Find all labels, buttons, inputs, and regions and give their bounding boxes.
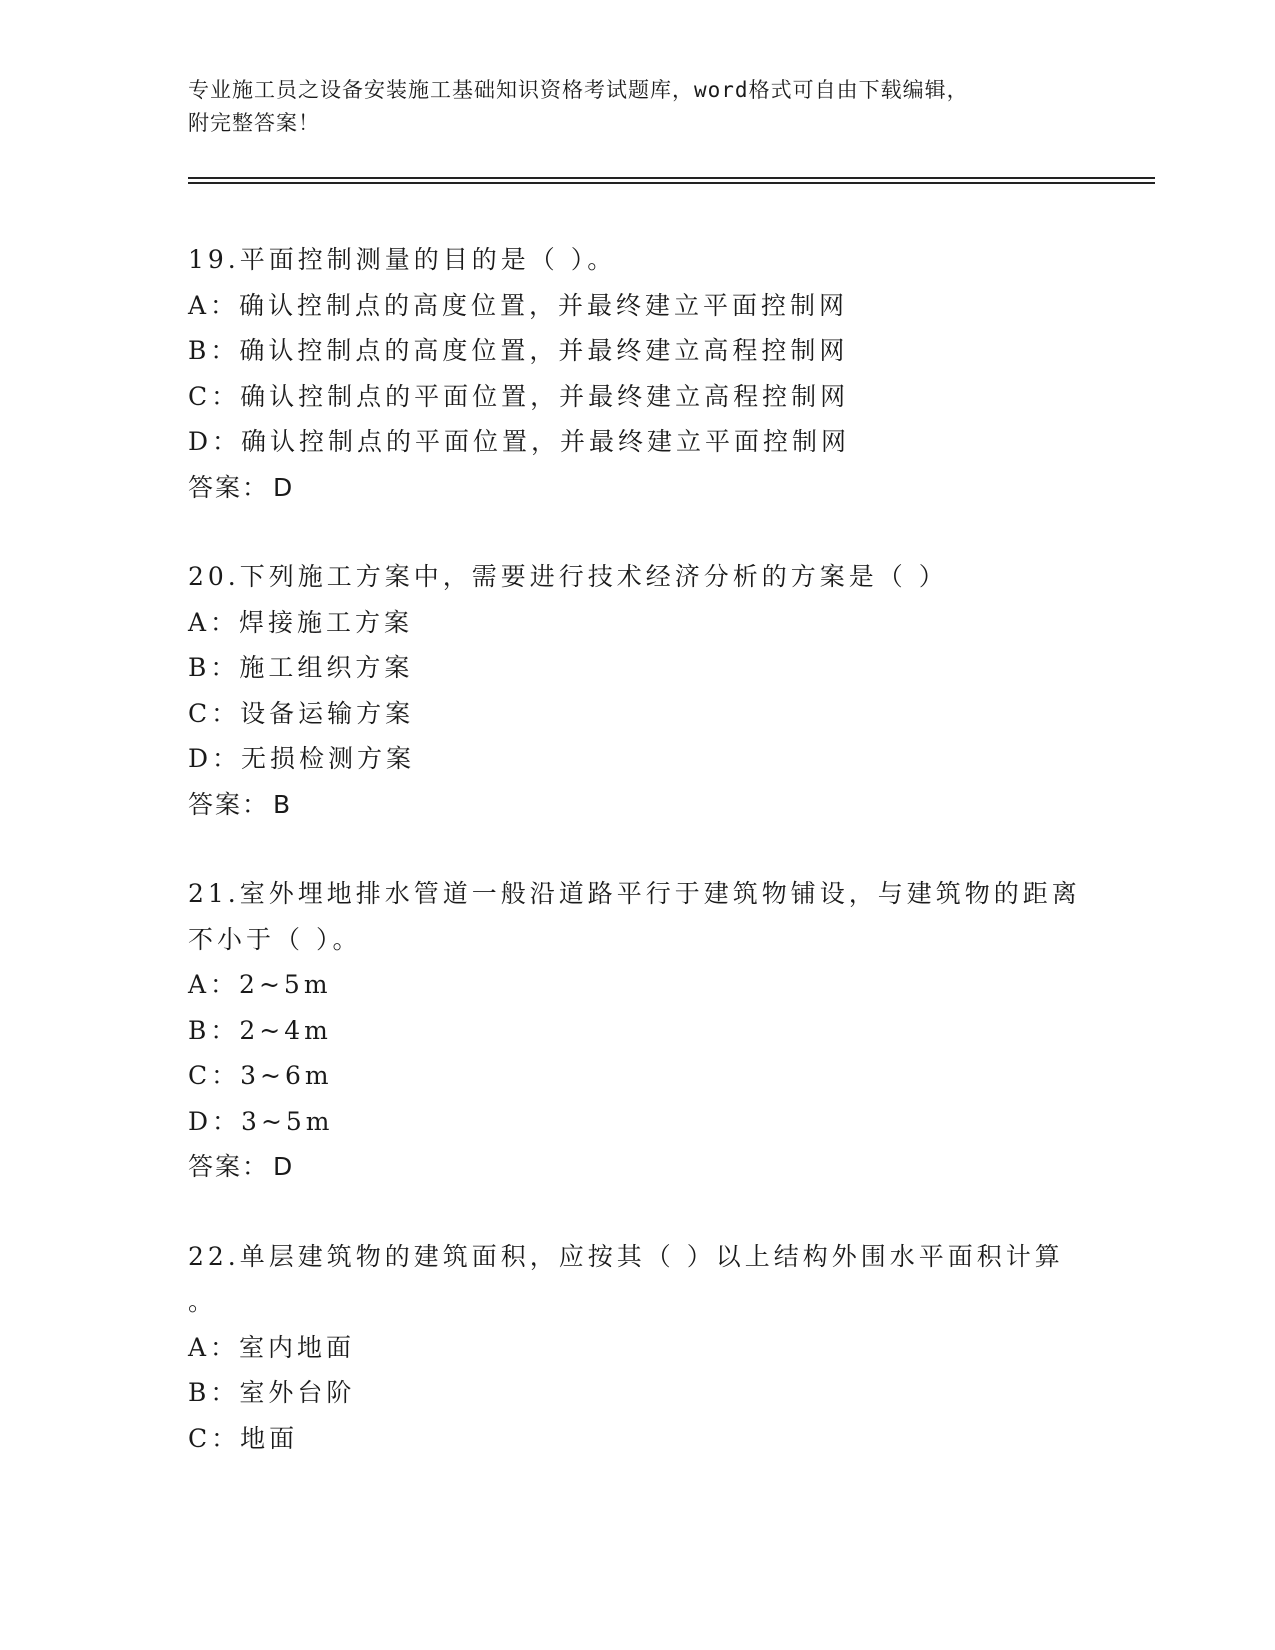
question-21 <box>188 871 1128 1190</box>
option-c: C：地面 <box>188 1423 299 1453</box>
option-d: D：无损检测方案 <box>188 744 416 773</box>
answer-label: 答案： <box>188 472 270 502</box>
answer-value: B <box>273 789 293 819</box>
answer-line <box>188 782 1128 828</box>
option-d: D：3~5m <box>188 1106 334 1136</box>
option-c: C：3~6m <box>188 1061 333 1090</box>
header-divider-top <box>188 177 1155 179</box>
option-a: A：室内地面 <box>188 1332 356 1362</box>
question-list <box>188 237 1128 1505</box>
header-line-2: 附完整答案！ <box>188 111 320 135</box>
question-20 <box>188 554 1128 827</box>
question-stem-line-2: 。 <box>188 1287 218 1316</box>
header-line-1: 专业施工员之设备安装施工基础知识资格考试题库，word格式可自由下载编辑， <box>188 78 969 102</box>
option-c: C：确认控制点的平面位置，并最终建立高程控制网 <box>188 381 850 411</box>
question-22 <box>188 1234 1128 1462</box>
option-b: B：2~4m <box>188 1015 332 1045</box>
option-c: C：设备运输方案 <box>188 698 415 728</box>
answer-label: 答案： <box>188 1152 270 1181</box>
option-b: B：确认控制点的高度位置，并最终建立高程控制网 <box>188 336 849 365</box>
document-header <box>188 74 1088 140</box>
question-stem-line-1: 21.室外埋地排水管道一般沿道路平行于建筑物铺设，与建筑物的距离 <box>188 879 1081 908</box>
option-b: B：室外台阶 <box>188 1378 356 1407</box>
question-19 <box>188 237 1128 510</box>
option-d: D：确认控制点的平面位置，并最终建立平面控制网 <box>188 427 851 456</box>
answer-line <box>188 1144 1128 1190</box>
question-stem: 19.平面控制测量的目的是（ ）。 <box>188 245 617 274</box>
answer-value: D <box>273 472 295 502</box>
question-stem-line-1: 22.单层建筑物的建筑面积，应按其（ ）以上结构外围水平面积计算 <box>188 1241 1064 1271</box>
header-divider-bottom <box>188 182 1155 184</box>
answer-label: 答案： <box>188 789 270 819</box>
answer-value: D <box>273 1152 295 1181</box>
option-a: A：确认控制点的高度位置，并最终建立平面控制网 <box>188 290 849 320</box>
answer-line <box>188 465 1128 511</box>
option-b: B：施工组织方案 <box>188 653 414 682</box>
option-a: A：焊接施工方案 <box>188 607 414 637</box>
question-stem-line-2: 不小于（ ）。 <box>188 924 362 954</box>
option-a: A：2~5m <box>188 970 332 999</box>
question-stem: 20.下列施工方案中，需要进行技术经济分析的方案是（ ） <box>188 562 948 591</box>
